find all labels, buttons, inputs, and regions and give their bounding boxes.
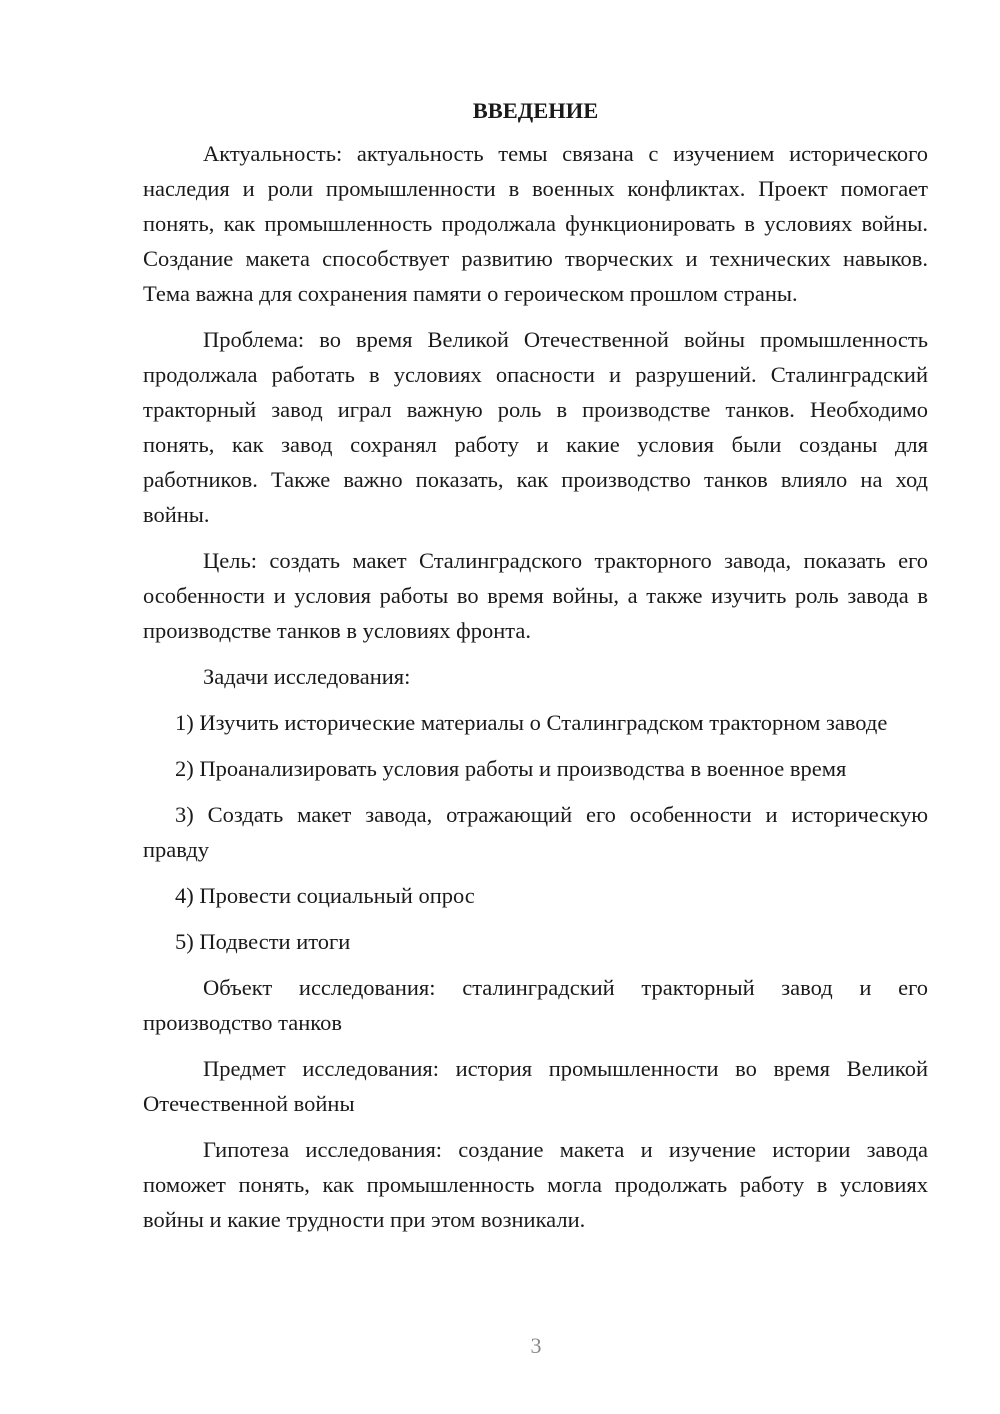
page-number: 3 <box>530 1333 542 1358</box>
paragraph-hypothesis: Гипотеза исследования: создание макета и изучение истории завода поможет понять, как промышленность могла продолжать работу в условиях войны и какие трудности при этом возникали. <box>143 1137 928 1232</box>
document-page <box>143 96 928 1248</box>
paragraph-relevance: Актуальность: актуальность темы связана с изучением исторического наследия и роли промышленности в военных конфликтах. Проект помогает понять, как промышленность продолжала функционировать в условиях войны. Создание макета способствует развитию творческих и технических навыков. Тема важна для сохранения памяти о героическом прошлом страны. <box>143 141 928 306</box>
task-item-4: 4) Провести социальный опрос <box>175 883 475 908</box>
section-title: ВВЕДЕНИЕ <box>472 98 599 123</box>
paragraph-problem: Проблема: во время Великой Отечественной войны промышленность продолжала работать в условиях опасности и разрушений. Сталинградский тракторный завод играл важную роль в производстве танков. Необходимо понять, как завод сохранял работу и какие условия были созданы для работников. Также важно показать, как производство танков влияло на ход войны. <box>143 327 928 527</box>
task-item-2: 2) Проанализировать условия работы и производства в военное время <box>175 756 847 781</box>
task-item-3: 3) Создать макет завода, отражающий его особенности и историческую правду <box>143 802 928 862</box>
paragraph-goal: Цель: создать макет Сталинградского тракторного завода, показать его особенности и условия работы во время войны, а также изучить роль завода в производстве танков в условиях фронта. <box>143 548 928 643</box>
task-item-1: 1) Изучить исторические материалы о Сталинградском тракторном заводе <box>175 710 888 735</box>
task-item-5: 5) Подвести итоги <box>175 929 351 954</box>
paragraph-subject: Предмет исследования: история промышленности во время Великой Отечественной войны <box>143 1056 928 1116</box>
paragraph-tasks-heading: Задачи исследования: <box>203 664 411 689</box>
paragraph-object: Объект исследования: сталинградский тракторный завод и его производство танков <box>143 975 928 1035</box>
